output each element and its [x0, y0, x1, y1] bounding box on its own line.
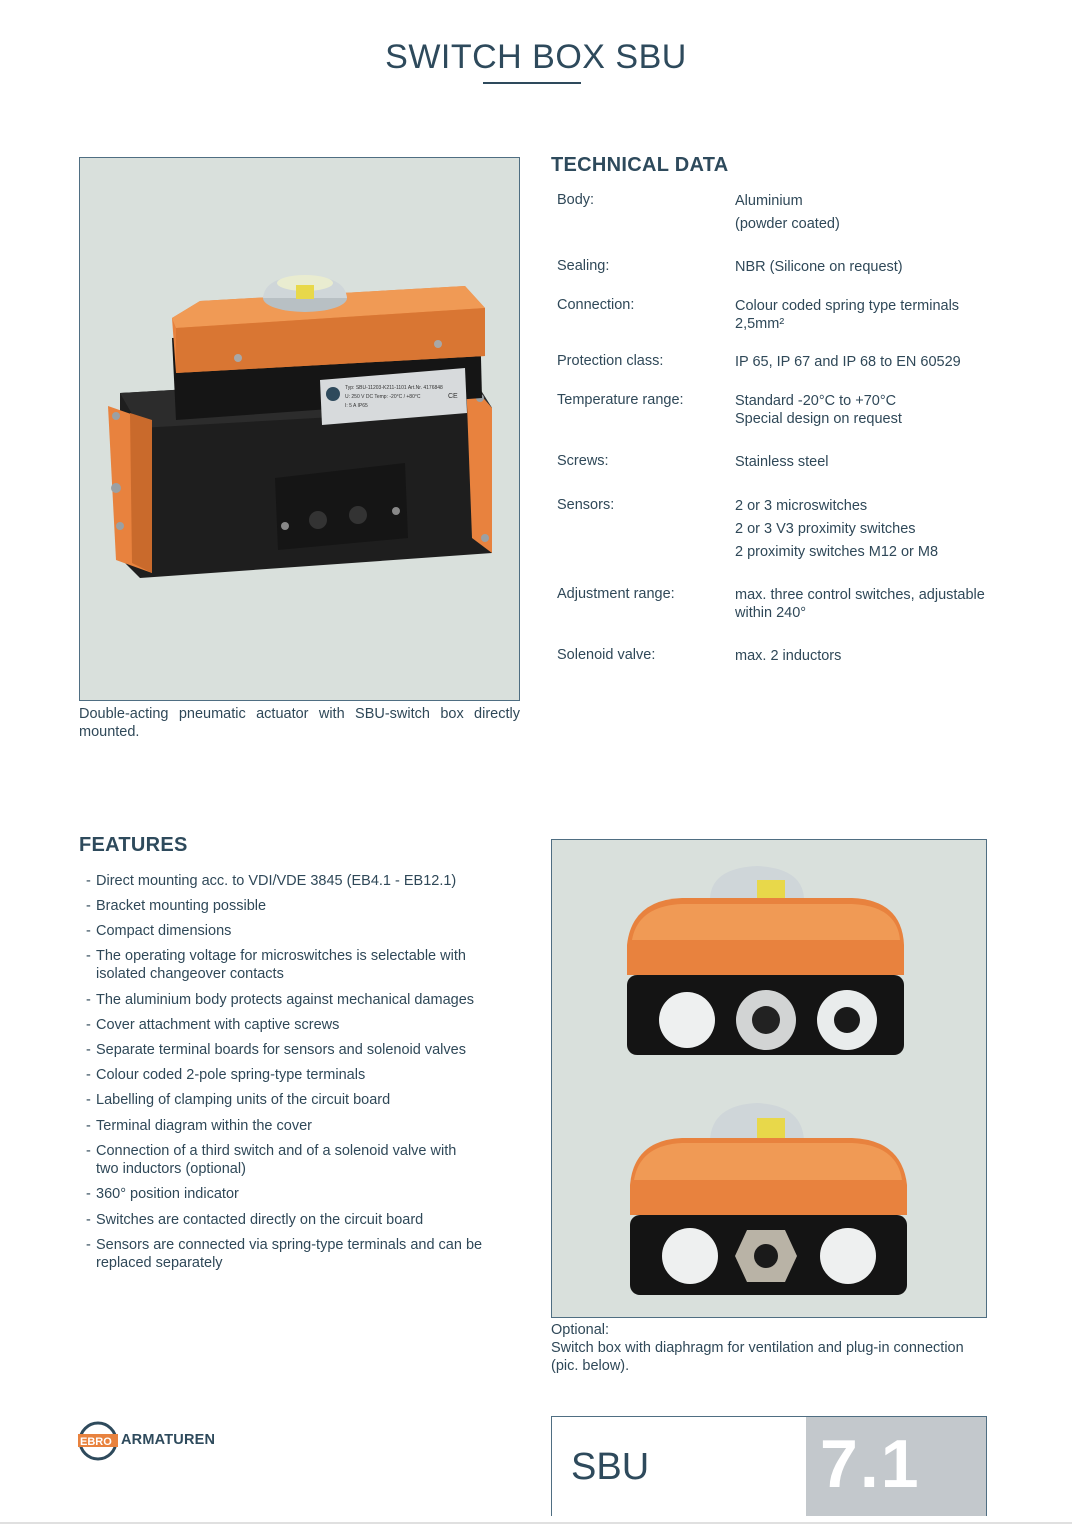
feature-item	[86, 872, 506, 890]
feature-text: Switches are contacted directly on the circuit board	[96, 1212, 424, 1228]
tech-value-line: 2 or 3 microswitches	[735, 498, 868, 514]
tech-label: Screws:	[557, 453, 609, 469]
feature-item	[86, 1236, 506, 1272]
caption-line: (pic. below).	[551, 1358, 630, 1374]
tech-label: Connection:	[557, 297, 635, 313]
tech-label: Solenoid valve:	[557, 647, 656, 663]
feature-item	[86, 991, 506, 1009]
tech-value	[735, 453, 995, 471]
bullet-dash: -	[86, 1092, 91, 1108]
tech-label: Protection class:	[557, 353, 664, 369]
technical-data-heading: TECHNICAL DATA	[551, 154, 729, 176]
bullet-dash: -	[86, 1118, 91, 1134]
feature-text: Bracket mounting possible	[96, 898, 267, 914]
feature-item	[86, 1016, 506, 1034]
bullet-dash: -	[86, 1017, 91, 1033]
tech-value-line: max. three control switches, adjustable	[735, 587, 985, 603]
tech-value	[735, 353, 995, 371]
tech-value-line: Special design on request	[735, 411, 902, 427]
bottom-rule	[0, 1522, 1072, 1524]
tech-value-line: 2 or 3 V3 proximity switches	[735, 521, 916, 537]
tech-label: Sensors:	[557, 497, 615, 513]
bullet-dash: -	[86, 1143, 91, 1159]
tech-value-line: Aluminium	[735, 193, 803, 209]
feature-text: Separate terminal boards for sensors and solenoid valves	[96, 1042, 466, 1058]
tech-value	[735, 497, 995, 561]
label-line2: U: 250 V DC Temp: -20°C / +80°C	[345, 394, 421, 400]
bullet-dash: -	[86, 1212, 91, 1228]
tech-value-line: Colour coded spring type terminals	[735, 298, 960, 314]
tech-label: Temperature range:	[557, 392, 684, 408]
feature-text: Terminal diagram within the cover	[96, 1118, 312, 1134]
features-heading: FEATURES	[79, 834, 188, 856]
feature-text: isolated changeover contacts	[96, 966, 284, 982]
feature-item	[86, 1117, 506, 1135]
actuator-photo	[79, 157, 520, 701]
feature-item	[86, 1211, 506, 1229]
tech-label: Sealing:	[557, 258, 610, 274]
switch-box-caption	[551, 1321, 981, 1375]
product-code: SBU	[571, 1446, 650, 1488]
label-line3: I: 5 A IP65	[345, 403, 368, 409]
page-number: 7.1	[820, 1426, 921, 1502]
tech-label: Adjustment range:	[557, 586, 675, 602]
caption-line: Optional:	[551, 1322, 610, 1338]
feature-text: Labelling of clamping units of the circuit board	[96, 1092, 391, 1108]
bullet-dash: -	[86, 1237, 91, 1253]
tech-value-line: max. 2 inductors	[735, 648, 842, 664]
tech-value	[735, 586, 995, 622]
tech-value-line: 2 proximity switches M12 or M8	[735, 544, 939, 560]
bullet-dash: -	[86, 873, 91, 889]
feature-text: 360° position indicator	[96, 1186, 239, 1202]
tech-value-line: (powder coated)	[735, 216, 840, 232]
feature-item	[86, 1142, 506, 1178]
bullet-dash: -	[86, 898, 91, 914]
feature-text: Cover attachment with captive screws	[96, 1017, 340, 1033]
bullet-dash: -	[86, 992, 91, 1008]
bullet-dash: -	[86, 1067, 91, 1083]
tech-value	[735, 647, 995, 665]
feature-text: Compact dimensions	[96, 923, 232, 939]
feature-text: Connection of a third switch and of a solenoid valve with	[96, 1143, 457, 1159]
label-ce-mark: CE	[448, 393, 458, 400]
tech-value	[735, 258, 995, 276]
logo-badge-text: EBRO	[80, 1436, 112, 1448]
tech-value	[735, 392, 995, 428]
feature-item	[86, 1091, 506, 1109]
bullet-dash: -	[86, 923, 91, 939]
label-line1: Typ: SBU-11203-K211-1101 Art.Nr. 4176848	[345, 385, 443, 391]
tech-value-line: IP 65, IP 67 and IP 68 to EN 60529	[735, 354, 961, 370]
feature-text: Direct mounting acc. to VDI/VDE 3845 (EB4.1 - EB12.1)	[96, 873, 457, 889]
feature-text: two inductors (optional)	[96, 1161, 246, 1177]
feature-item	[86, 897, 506, 915]
feature-text: replaced separately	[96, 1255, 223, 1271]
feature-text: The operating voltage for microswitches is selectable with	[96, 948, 466, 964]
switch-box-photo	[551, 839, 987, 1318]
bullet-dash: -	[86, 1186, 91, 1202]
feature-text: Sensors are connected via spring-type terminals and can be	[96, 1237, 483, 1253]
logo-text: ARMATUREN	[121, 1432, 216, 1448]
switch-box-illustration	[552, 840, 985, 1316]
feature-text: Colour coded 2-pole spring-type terminals	[96, 1067, 366, 1083]
actuator-caption: Double-acting pneumatic actuator with SBU-switch box directly mounted.	[79, 706, 520, 740]
tech-value	[735, 192, 995, 233]
title-underline	[483, 82, 581, 84]
bullet-dash: -	[86, 1042, 91, 1058]
tech-label: Body:	[557, 192, 595, 208]
feature-item	[86, 1041, 506, 1059]
tech-value-line: Standard -20°C to +70°C	[735, 393, 897, 409]
tech-value-line: within 240°	[735, 605, 807, 621]
feature-item	[86, 947, 506, 983]
feature-item	[86, 1066, 506, 1084]
tech-value-line: NBR (Silicone on request)	[735, 259, 903, 275]
tech-value	[735, 297, 995, 333]
caption-line: Switch box with diaphragm for ventilation and plug-in connection	[551, 1340, 964, 1356]
feature-item	[86, 922, 506, 940]
page-title: SWITCH BOX SBU	[385, 38, 687, 76]
tech-value-line: Stainless steel	[735, 454, 829, 470]
feature-item	[86, 1185, 506, 1203]
actuator-illustration	[80, 158, 518, 699]
tech-value-line: 2,5mm²	[735, 316, 785, 332]
feature-text: The aluminium body protects against mechanical damages	[96, 992, 475, 1008]
bullet-dash: -	[86, 948, 91, 964]
